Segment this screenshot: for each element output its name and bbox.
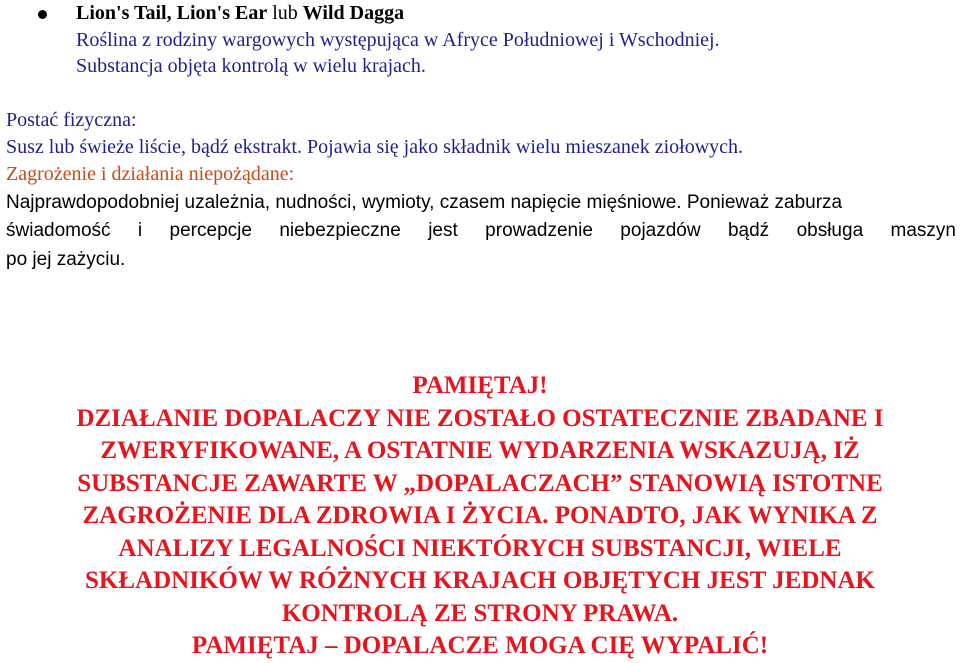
term-separator: lub xyxy=(267,2,303,24)
warning-line: PAMIĘTAJ! xyxy=(412,372,548,399)
warning-line: SUBSTANCJE ZAWARTE W „DOPALACZACH” STANOWIĄ ISTOTNE xyxy=(77,469,883,497)
term-primary: Lion's Tail, Lion's Ear xyxy=(76,2,268,24)
warning-line: KONTROLĄ ZE STRONY PRAWA. xyxy=(281,599,679,627)
term-secondary: Wild Dagga xyxy=(302,2,405,24)
bullet-icon xyxy=(38,10,47,19)
warning-line: ZAGROŻENIE DLA ZDROWIA I ŻYCIA. PONADTO, JAK WYNIKA Z xyxy=(82,502,878,529)
warning-line: ANALIZY LEGALNOŚCI NIEKTÓRYCH SUBSTANCJI, WIELE xyxy=(118,534,842,562)
physical-form-text: Susz lub świeże liście, bądź ekstrakt. Pojawia się jako składnik wielu mieszanek ziołowych. xyxy=(6,136,744,158)
warning-line: ZWERYFIKOWANE, A OSTATNIE WYDARZENIA WSKAZUJĄ, IŻ xyxy=(100,437,860,464)
physical-form-heading: Postać fizyczna: xyxy=(6,109,137,131)
risk-text-line-2: świadomość i percepcje niebezpieczne jest prowadzenie pojazdów bądź obsługa maszyn xyxy=(6,220,956,241)
warning-block xyxy=(20,370,940,663)
entry-description-1: Roślina z rodziny wargowych występująca w Afryce Południowej i Wschodniej. xyxy=(76,29,720,51)
risk-text-line-1: Najprawdopodobniej uzależnia, nudności, wymioty, czasem napięcie mięśniowe. Ponieważ zaburza xyxy=(6,192,843,213)
warning-line: SKŁADNIKÓW W RÓŻNYCH KRAJACH OBJĘTYCH JEST JEDNAK xyxy=(85,567,875,594)
entry-title xyxy=(76,0,404,26)
warning-line: DZIAŁANIE DOPALACZY NIE ZOSTAŁO OSTATECZNIE ZBADANE I xyxy=(76,404,884,432)
risk-text-line-3: po jej zażyciu. xyxy=(6,249,126,270)
entry-description-2: Substancja objęta kontrolą w wielu krajach. xyxy=(76,55,426,77)
warning-line: PAMIĘTAJ – DOPALACZE MOGA CIĘ WYPALIĆ! xyxy=(191,632,769,659)
risk-heading: Zagrożenie i działania niepożądane: xyxy=(6,163,295,185)
